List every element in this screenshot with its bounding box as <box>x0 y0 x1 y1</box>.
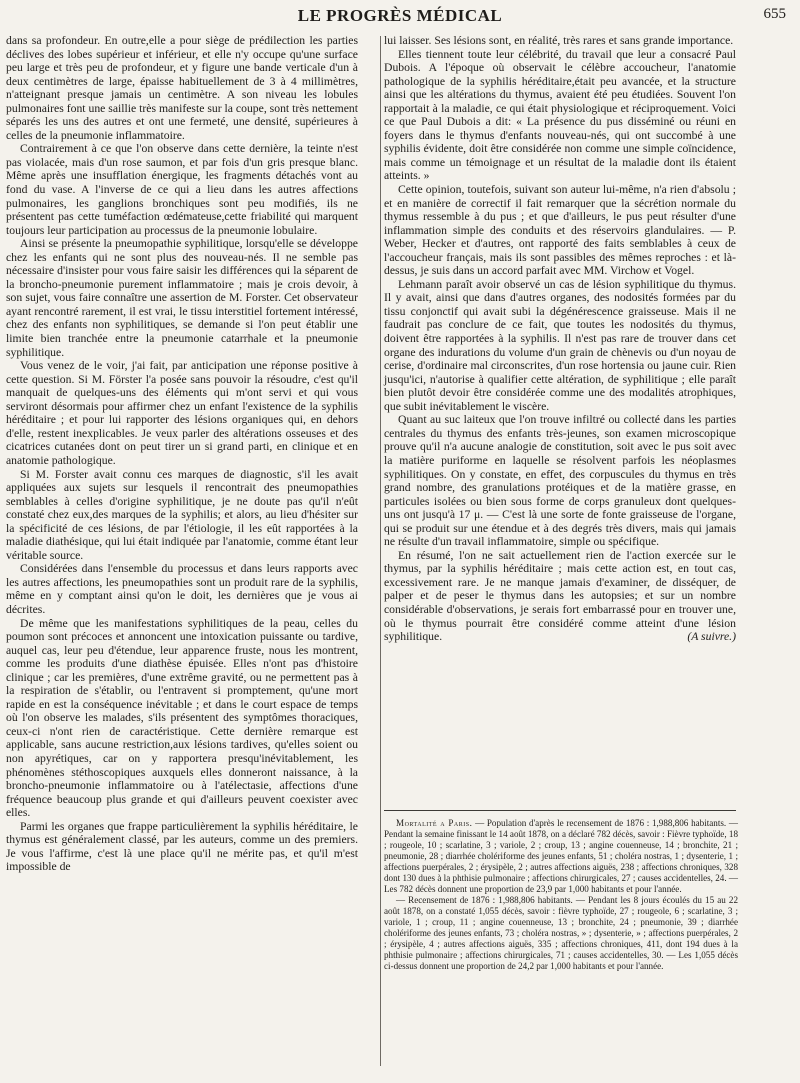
mortality-notes <box>384 818 738 972</box>
mortality-note <box>384 895 738 972</box>
paragraph: lui laisser. Ses lésions sont, en réalité, très rares et sans grande importance. <box>384 34 734 47</box>
journal-title: LE PROGRÈS MÉDICAL <box>297 6 503 25</box>
paragraph-text: En résumé, l'on ne sait actuellement rien de l'action exercée sur le thymus, par la syphilis héréditaire ; mais cette action est, en tout cas, excessivement rare. Je ne manque jamais d'examiner, de disséquer, de palper et de peser le thymus dans les autopsies; et sur un nombre considérable d'observations, je serais fort embarrassé pour en trouver une, où le thymus pourrait être considéré comme atteint d'une lésion syphilitique. <box>384 548 736 644</box>
notes-separator <box>384 810 736 811</box>
page-header <box>0 6 800 32</box>
left-column <box>6 34 358 874</box>
column-divider <box>380 36 381 1066</box>
paragraph: Parmi les organes que frappe particulièrement la syphilis héréditaire, le thymus est généralement classé, par les auteurs, comme un des premiers. Je vous l'affirme, c'est là une place qu'il ne mérite pas, et qu'il m'est impossible de <box>6 819 358 874</box>
paragraph: Ainsi se présente la pneumopathie syphilitique, lorsqu'elle se développe chez les enfants qui ne sont plus des nouveau-nés. Il ne semble pas nécessaire d'insister pour vous faire saisir les différences qui la séparent de la broncho-pneumonie purement inflammatoire ; mais je crois devoir, à son sujet, vous faire connaître une assertion de M. Forster. Cet observateur ayant rencontré rarement, il est vrai, le tissu interstitiel fortement intéressé, chez des enfants non syphilitiques, se demande si l'on peut établir une limite bien tranchée entre la pneumonie catarrhale et la pneumonie syphilitique. <box>6 237 358 359</box>
paragraph: Vous venez de le voir, j'ai fait, par anticipation une réponse positive à cette question. Si M. Förster l'a posée sans pouvoir la résoudre, c'est qu'il manquait de quelques-uns des éléments qui m'ont servi et qui vous serviront désormais pour affirmer chez un enfant l'existence de la syphilis héréditaire ; et pour lui rapporter des lésions organiques qui, en dehors d'elle, restent inexplicables. Je veux parler des altérations osseuses et des cicatrices cutanées dont on peut tirer un si grand parti, en clinique et en anatomie pathologique. <box>6 359 358 467</box>
right-column <box>384 34 736 644</box>
paragraph: De même que les manifestations syphilitiques de la peau, celles du poumon sont précoces et annoncent une intoxication puissante ou tardive, auquel cas, leur peu d'étendue, leur apparence fruste, nous les montrent, comme les produits d'une diathèse épuisée. Elles n'ont pas d'histoire clinique ; car les premières, d'une extrême gravité, ou ne permettent pas à la respiration de s'établir, ou l'entravent si promptement, qu'une mort rapide en est la conséquence inévitable ; et dans le court espace de temps où l'on observe les malades, s'ils présentent des symptômes thoraciques, ceux-ci n'ont rien de caractéristique. Cette dernière remarque est applicable, sans aucune restriction,aux lésions tardives, qu'elles soient ou non apyrétiques, car on y rapportera presqu'inévitablement, les phénomènes stéthoscopiques auxquels elles donneront naissance, à la broncho-pneumonie inflammatoire ou à l'atélectasie, affections d'une fréquence beaucoup plus grande et qui d'ailleurs peuvent coexister avec elles. <box>6 616 358 820</box>
mortality-label: Mortalité a Paris. <box>396 818 473 828</box>
paragraph: Considérées dans l'ensemble du processus et dans leurs rapports avec les autres affections, les pneumopathies sont un produit rare de la syphilis, même en y comptant ainsi qu'on le doit, les dernières que je vous ai décrites. <box>6 562 358 616</box>
paragraph: Quant au suc laiteux que l'on trouve infiltré ou collecté dans les parties centrales du thymus des enfants très-jeunes, son examen microscopique prouve qu'il n'a aucune analogie de constitution, soit avec le pus soit avec la matière puriforme en laquelle se résolvent parfois les néoplasmes syphilitiques. On y constate, en effet, des corpuscules du thymus en très grand nombre, des granulations protéiques et de la matière grasse, en particules isolées ou bien sous forme de corps granuleux dont quelques-uns ont jusqu'à 17 μ. — C'est là une sorte de fonte graisseuse de l'organe, qui se produit sur une étendue et à des degrés très divers, mais qui jamais ne résulte d'un travail inflammatoire, simple ou spécifique. <box>384 413 736 549</box>
paragraph: Lehmann paraît avoir observé un cas de lésion syphilitique du thymus. Il y avait, ainsi que dans d'autres organes, des nodosités formées par du tissu conjonctif qui avait subi la dégénérescence graisseuse. Mais il ne faudrait pas conclure de ce fait, que toutes les nodosités du thymus, doivent être rapportées à la syphilis. Il n'est pas rare de trouver dans cet organe des indurations du volume d'un grain de chènevis ou d'un noyau de cerise, d'ordinaire mal circonscrites, d'un rose hortensia ou jaune cuir. Rien jusqu'ici, n'autorise à qualifier cette altération, de syphilitique ; elle paraît bien plutôt devoir être considérée comme une des modalités atrophiques, que subit inévitablement le viscère. <box>384 277 736 413</box>
paragraph: Cette opinion, toutefois, suivant son auteur lui-même, n'a rien d'absolu ; et en manière de correctif il fait remarquer que la sécrétion normale du thymus ressemble à du pus ; et que d'ailleurs, le pus peut résulter d'une inflammation simple des conduits et des réservoirs glandulaires. — P. Weber, Hecker et d'autres, ont rapporté des faits semblables à ceux de l'accoucheur français, mais ils sont passibles des mêmes reproches : et là-dessus, je suis dans un accord parfait avec MM. Virchow et Vogel. <box>384 183 736 278</box>
page-number: 655 <box>763 6 786 22</box>
paragraph: Si M. Forster avait connu ces marques de diagnostic, s'il les avait appliquées aux sujets sur lesquels il rencontrait des pneumopathies semblables à celles d'origine syphilitique, je ne doute pas qu'il n'eût constaté chez eux,des marques de la syphilis; et alors, au lieu d'hésiter sur la spécificité de ces lésions, de par l'étiologie, il les eût rapportées à la maladie diathésique, qui lui était indiquée par l'anatomie, comme étant leur véritable source. <box>6 467 358 562</box>
paragraph <box>384 549 736 644</box>
paragraph: Elles tiennent toute leur célébrité, du travail que leur a consacré Paul Dubois. A l'époque où observait le célèbre accoucheur, l'anatomie pathologique de la syphilis héréditaire,était peu avancée, et la structure ainsi que les altérations du thymus, avaient été peu étudiées. Souvent l'on rapportait à la maladie, ce qui était physiologique et réciproquement. Voici ce que Paul Dubois a dit: « La présence du pus disséminé ou réuni en foyers dans le thymus d'enfants nouveau-nés, qui ont succombé à une syphilis évidente, doit être considérée non comme une simple coïncidence, mais comme un témoignage et un résultat de la maladie dont ils étaient atteints. » <box>384 47 736 183</box>
mortality-text: — Population d'après le recensement de 1876 : 1,988,806 habitants. — Pendant la semaine finissant le 14 août 1878, on a déclaré 782 décès, savoir : Fièvre typhoïde, 18 ; rougeole, 10 ; scarlatine, 3 ; variole, 2 ; croup, 13 ; angine couenneuse, 14 ; bronchite, 21 ; pneumonie, 28 ; diarrhée cholériforme des jeunes enfants, 51 ; choléra nostras, 1 ; dysenterie, 1 ; affections puerpérales, 2 ; érysipèle, 2 ; autres affections aiguës, 238 ; affections chroniques, 328 dont 130 dues à la phthisie pulmonaire ; affections chirurgicales, 27 ; causes accidentelles, 24. — Les 782 décès donnent une proportion de 23,9 par 1,000 habitants et pour l'année. <box>384 818 738 894</box>
mortality-note <box>384 818 738 895</box>
paragraph: dans sa profondeur. En outre,elle a pour siège de prédilection les parties déclives des lobes supérieur et inférieur, et elle n'y occupe qu'une surface peu large et très peu de profondeur, et y figure une bande verticale d'un à deux centimètres de large, épaisse habituellement de 3 à 4 millimètres, n'atteignant presque jamais un centimètre. A son niveau les lobules pulmonaires font une saillie très manifeste sur la coupe, sont très nettement séparés les uns des autres et ont une fermeté, une densité, supérieures à celles de la pneumonie inflammatoire. <box>6 34 358 142</box>
to-be-continued: (A suivre.) <box>687 630 736 644</box>
mortality-text: — Recensement de 1876 : 1,988,806 habitants. — Pendant les 8 jours écoulés du 15 au 22 août 1878, on a constaté 1,055 décès, savoir : fièvre typhoïde, 27 ; rougeole, 6 ; scarlatine, 3 ; variole, 1 ; croup, 11 ; angine couenneuse, 13 ; bronchite, 24 ; pneumonie, 39 ; diarrhée cholériforme des jeunes enfants, 73 ; choléra nostras, » ; dysenterie, » ; affections puerpérales, 2 ; érysipèle, 4 ; autres affections aiguës, 335 ; affections chroniques, 411, dont 194 dues à la phthisie pulmonaire ; affections chirurgicales, 71 ; causes accidentelles, 30. — Les 1,055 décès ci-dessus donnent une proportion de 24,2 par 1,000 habitants et pour l'année. <box>384 895 738 971</box>
paragraph: Contrairement à ce que l'on observe dans cette dernière, la teinte n'est pas violacée, mais d'un rose saumon, et par fois d'un gris presque blanc. Même après une insufflation énergique, les fragments détachés vont au fond du vase. A l'inverse de ce qui a lieu dans les autres affections pulmonaires, les ganglions bronchiques sont peu modifiés, ils ne présentent pas cette tuméfaction œdémateuse,cette friabilité qui marquent toujours leur participation au processus de la pneumonie lobulaire. <box>6 142 358 237</box>
